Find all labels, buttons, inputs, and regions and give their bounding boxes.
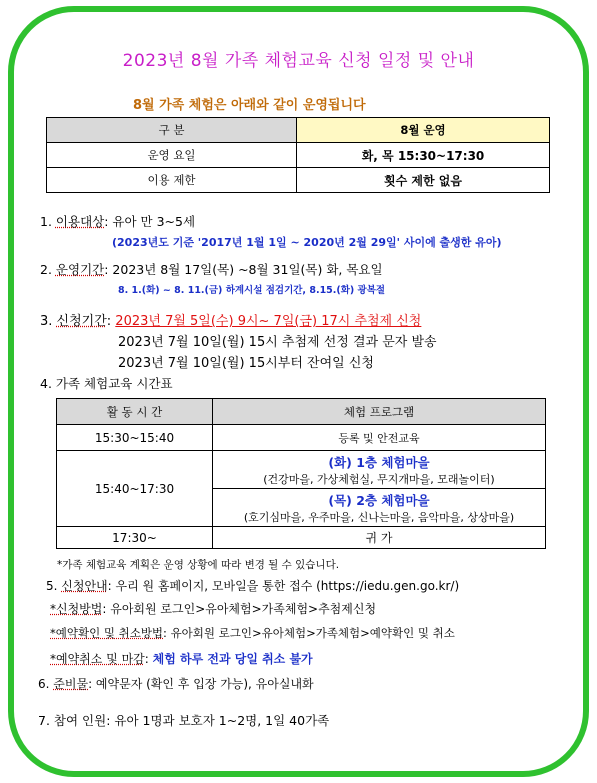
section-number: 2. [40,262,52,277]
target-note: (2023년도 기준 '2017년 1월 1일 ~ 2020년 2월 29일' 사이에 출생한 유아) [112,236,502,249]
program-title: (화) 1층 체험마을 [328,454,430,470]
section-number: 7. [38,713,50,728]
table-row [57,527,546,549]
section-target [40,212,195,230]
section-text: : 2023년 8월 17일(목) ~8월 31일(목) 화, 목요일 [104,262,383,277]
table-row [47,118,550,143]
table-header-cell: 8월 운영 [297,118,550,143]
application-line-2: 2023년 7월 10일(월) 15시 추첨제 선정 결과 문자 발송 [118,335,437,350]
table-row [57,399,546,425]
section-number: 1. [40,214,52,229]
guide-confirm [50,625,455,641]
section-supplies [38,675,314,692]
colon: : [144,652,153,666]
section-number: 5. [46,579,58,593]
section-label: 운영기간 [55,262,105,277]
section-label: 신청기간 [56,314,107,329]
table-row [47,168,550,193]
program-detail: (호기심마을, 우주마을, 신나는마을, 음악마을, 상상마을) [243,510,515,524]
table-cell: 15:40~17:30 [57,451,213,527]
guide-method [50,600,376,617]
table-cell [213,451,546,489]
table-header-cell: 활 동 시 간 [57,399,213,425]
section-guide [46,577,459,594]
page-subtitle: 8월 가족 체험은 아래와 같이 운영됩니다 [133,98,366,113]
table-cell: 이용 제한 [47,168,297,193]
program-title: (목) 2층 체험마을 [328,492,430,508]
table-row [57,425,546,451]
section-text: 참여 인원: 유아 1명과 보호자 1~2명, 1일 40가족 [53,713,330,728]
table-cell: 17:30~ [57,527,213,549]
guide-label: *예약확인 및 취소방법 [50,626,164,640]
section-number: 3. [40,314,53,329]
period-note: 8. 1.(화) ~ 8. 11.(금) 하계시설 점검기간, 8.15.(화) 광복절 [118,285,386,296]
colon: : [106,314,116,329]
operation-table [46,117,550,193]
table-cell: 귀 가 [213,527,546,549]
table-header-cell: 구 분 [47,118,297,143]
application-dates: 2023년 7월 5일(수) 9시~ 7일(금) 17시 추첨제 신청 [115,314,422,329]
section-timetable [40,374,173,392]
section-number: 4. [40,376,52,391]
table-row [57,451,546,489]
application-line-3: 2023년 7월 10일(월) 15시부터 잔여일 신청 [118,356,374,371]
table-cell [213,489,546,527]
section-text: : 예약문자 (확인 후 입장 가능), 유아실내화 [88,677,314,691]
section-period [40,260,383,278]
guide-label: *신청방법 [50,602,103,616]
guide-cancel [50,650,313,667]
table-cell: 횟수 제한 없음 [297,168,550,193]
table-row [47,143,550,168]
guide-text: : 유아회원 로그인>유아체험>가족체험>예약확인 및 취소 [163,626,455,640]
page-title: 2023년 8월 가족 체험교육 신청 일정 및 안내 [122,51,475,71]
table-cell: 화, 목 15:30~17:30 [297,143,550,168]
section-text: : 우리 원 홈페이지, 모바일을 통한 접수 (https://iedu.gen.go.kr/) [107,579,460,593]
table-header-cell: 체험 프로그램 [213,399,546,425]
section-label: 준비물 [53,677,89,691]
timetable-note: *가족 체험교육 계획은 운영 상황에 따라 변경 될 수 있습니다. [57,559,340,571]
guide-text: : 유아회원 로그인>유아체험>가족체험>추첨제신청 [102,602,377,616]
table-cell: 등록 및 안전교육 [213,425,546,451]
section-number: 6. [38,677,50,691]
guide-text: 체험 하루 전과 당일 취소 불가 [152,652,313,666]
section-text: 가족 체험교육 시간표 [55,376,173,391]
section-participants [38,711,329,729]
program-detail: (건강마을, 가상체험실, 무지개마을, 모래놀이터) [263,472,495,486]
timetable [56,398,546,549]
section-application [40,310,421,329]
section-label: 이용대상 [55,214,105,229]
table-cell: 운영 요일 [47,143,297,168]
guide-label: *예약취소 및 마감 [50,652,145,666]
section-label: 신청안내 [61,579,108,593]
section-text: : 유아 만 3~5세 [104,214,196,229]
table-cell: 15:30~15:40 [57,425,213,451]
